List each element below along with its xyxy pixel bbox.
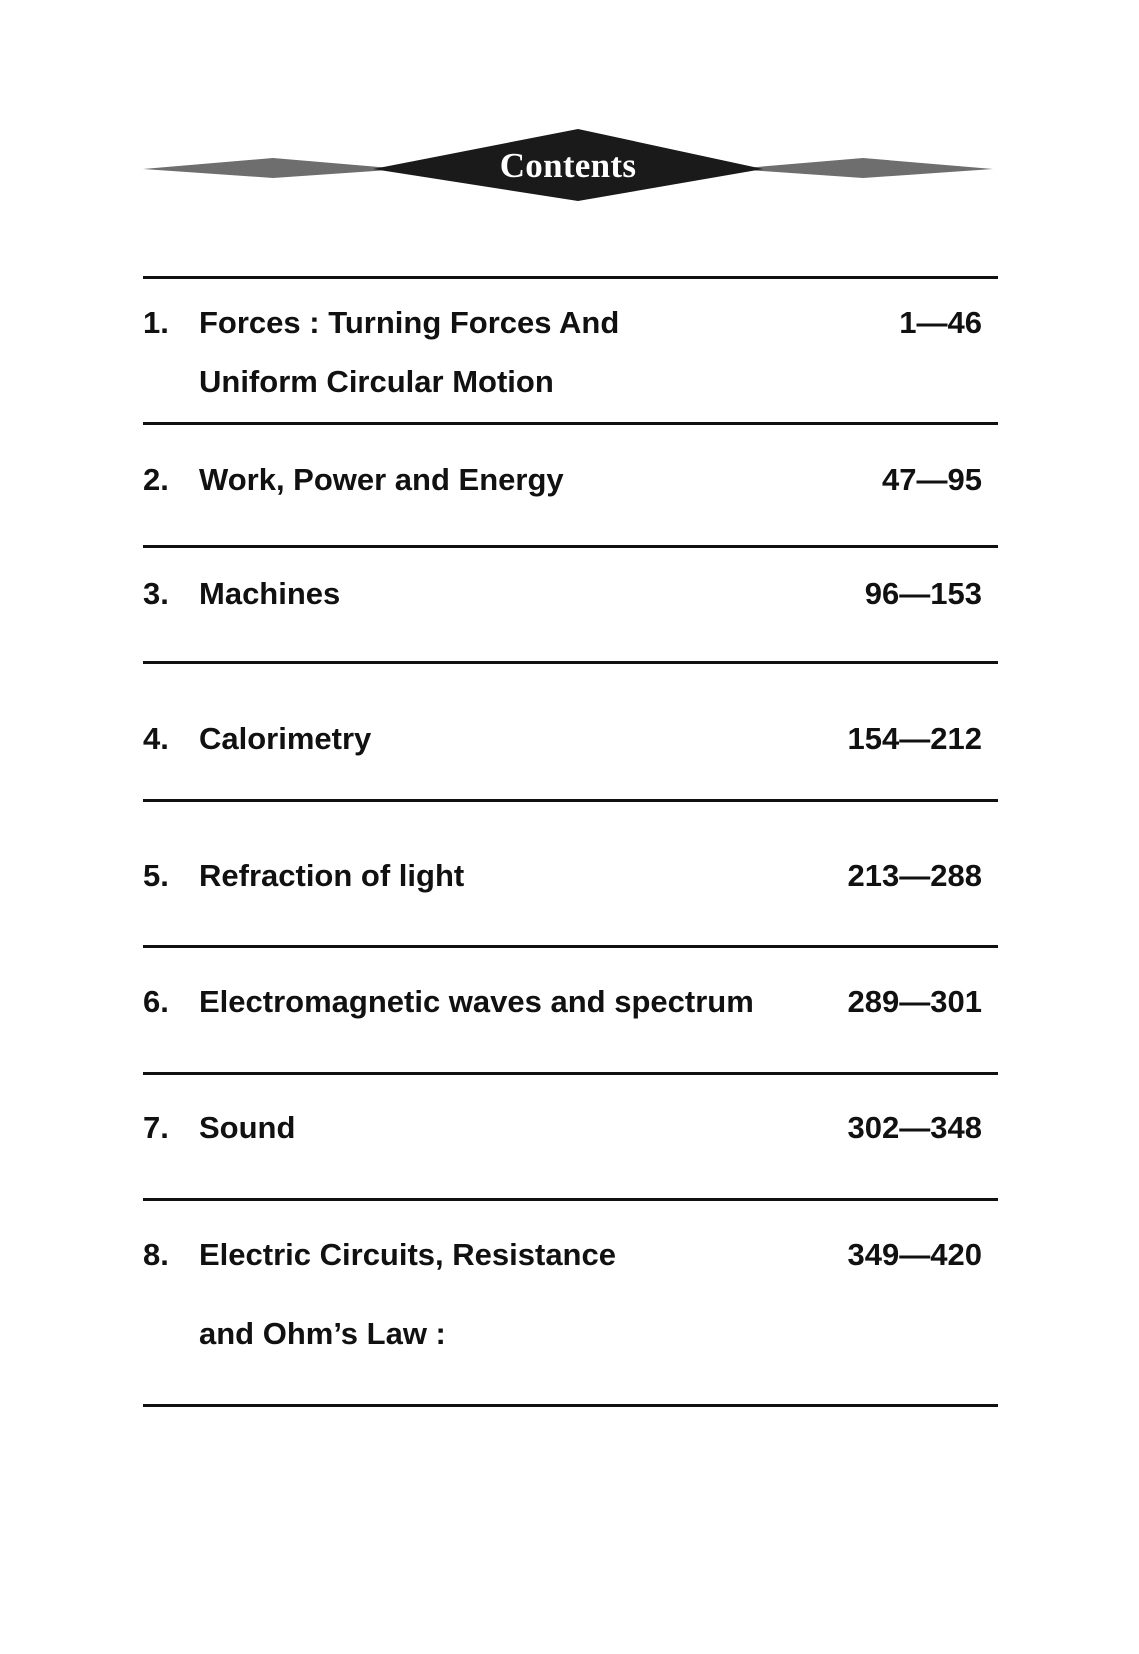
entry-title: Refraction of light [199, 858, 465, 893]
entry-page-range: 289—301 [847, 984, 982, 1019]
entry-title-continued: Uniform Circular Motion [199, 364, 554, 399]
divider-rule [143, 661, 998, 664]
entry-title: Sound [199, 1110, 296, 1145]
page-title: Contents [499, 146, 637, 185]
entry-number: 1. [143, 305, 169, 340]
entry-title: Forces : Turning Forces And [199, 305, 620, 340]
entry-title: Machines [199, 576, 341, 611]
entry-page-range: 213—288 [847, 858, 982, 893]
entry-title-continued: and Ohm’s Law : [199, 1316, 446, 1351]
divider-rule [143, 1404, 998, 1407]
divider-rule [143, 422, 998, 425]
entry-number: 3. [143, 576, 169, 611]
entry-title: Electric Circuits, Resistance [199, 1237, 616, 1272]
entry-number: 6. [143, 984, 169, 1019]
entry-title: Electromagnetic waves and spectrum [199, 984, 754, 1019]
entry-number: 8. [143, 1237, 169, 1272]
entry-page-range: 96—153 [864, 576, 982, 611]
entry-number: 2. [143, 462, 169, 497]
entry-page-range: 154—212 [847, 721, 982, 756]
divider-rule [143, 1198, 998, 1201]
entry-title: Calorimetry [199, 721, 372, 756]
entry-number: 5. [143, 858, 169, 893]
entry-number: 4. [143, 721, 169, 756]
entry-page-range: 1—46 [899, 305, 982, 340]
entry-page-range: 47—95 [882, 462, 982, 497]
contents-banner [143, 128, 993, 204]
entry-number: 7. [143, 1110, 169, 1145]
entry-title: Work, Power and Energy [199, 462, 564, 497]
entry-page-range: 302—348 [847, 1110, 982, 1145]
divider-rule [143, 799, 998, 802]
entry-page-range: 349—420 [847, 1237, 982, 1272]
divider-rule [143, 1072, 998, 1075]
divider-rule [143, 945, 998, 948]
divider-rule [143, 545, 998, 548]
divider-rule [143, 276, 998, 279]
